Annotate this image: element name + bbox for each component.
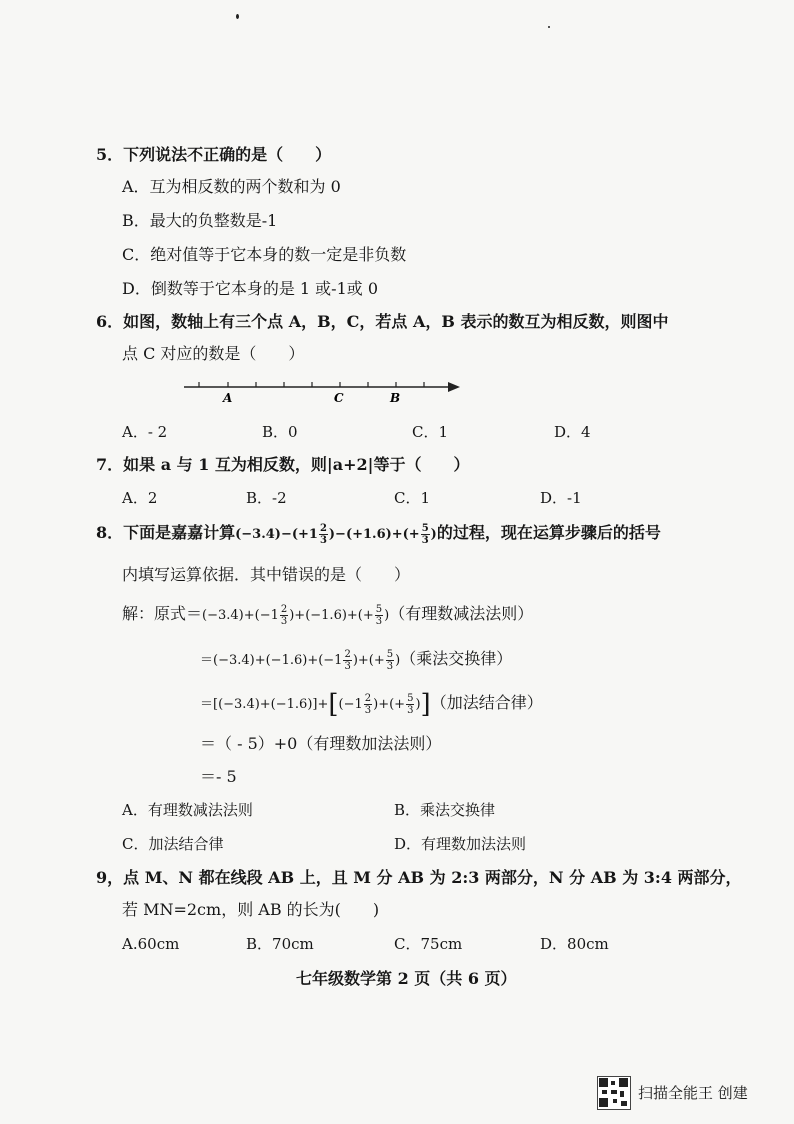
solution-prefix: 解：原式＝	[122, 604, 203, 623]
expr-part: )	[395, 653, 401, 668]
q8-stem-prefix: 8．下面是嘉嘉计算	[96, 523, 236, 542]
speck	[548, 26, 550, 28]
point-c-label: C	[334, 391, 344, 405]
fraction-numerator: 2	[319, 523, 327, 534]
q8-option-d: D．有理数加法法则	[394, 835, 527, 853]
q9-option-c: C．75cm	[394, 935, 463, 953]
expr-part: ＝[(−3.4)+(−1.6)]+	[200, 697, 329, 712]
q7-option-d: D．-1	[540, 489, 582, 507]
q5-option-d: D．倒数等于它本身的是 1 或-1或 0	[122, 279, 379, 298]
fraction-denominator: 3	[386, 661, 394, 672]
fraction-numerator: 2	[344, 649, 351, 660]
q7-option-b: B．-2	[246, 489, 287, 507]
q9-option-d: D．80cm	[540, 935, 609, 953]
q5-stem: 5．下列说法不正确的是（ ）	[96, 145, 332, 164]
q8-stem-line2: 内填写运算依据．其中错误的是（ ）	[122, 565, 411, 584]
q8-stem-suffix: 的过程，现在运算步骤后的括号	[436, 523, 661, 542]
left-bracket: [	[328, 689, 339, 720]
q5-option-c: C．绝对值等于它本身的数一定是非负数	[122, 245, 407, 264]
q8-option-c: C．加法结合律	[122, 835, 224, 853]
step-2-expression	[200, 649, 401, 672]
q8-fraction-2	[421, 523, 430, 546]
fraction-denominator: 3	[421, 535, 429, 546]
step-1-note: （有理数减法法则）	[389, 604, 534, 623]
step-2-note: （乘法交换律）	[400, 649, 513, 668]
q6-option-b: B．0	[262, 423, 298, 441]
q7-option-a: A．2	[122, 489, 158, 507]
q8-option-a: A．有理数减法法则	[122, 801, 253, 819]
scanner-watermark: 扫描全能王 创建	[638, 1084, 748, 1102]
q8-step-3	[200, 689, 543, 720]
q6-option-c: C．1	[412, 423, 449, 441]
right-bracket: ]	[420, 689, 431, 720]
q9-stem-line1: 9，点 M、N 都在线段 AB 上，且 M 分 AB 为 2:3 两部分，N 分 AB 为 3:4 两部分，	[96, 868, 742, 887]
point-b-label: B	[390, 391, 401, 405]
q8-step-2	[200, 648, 512, 672]
expr-part: )	[384, 608, 390, 623]
qr-code-icon	[597, 1076, 631, 1110]
q5-option-b: B．最大的负整数是-1	[122, 211, 278, 230]
fraction-numerator: 5	[386, 649, 394, 660]
q6-option-a: A．- 2	[122, 423, 168, 441]
fraction-numerator: 5	[421, 523, 429, 534]
q9-stem-line2: 若 MN=2cm，则 AB 的长为( )	[122, 900, 380, 919]
fraction-denominator: 3	[319, 535, 327, 546]
q6-stem-line1: 6．如图，数轴上有三个点 A，B，C，若点 A，B 表示的数互为相反数，则图中	[96, 312, 669, 331]
q8-expression	[235, 523, 437, 546]
fraction	[343, 649, 351, 672]
fraction	[375, 604, 383, 627]
q8-option-b: B．乘法交换律	[394, 801, 496, 819]
q9-option-a: A.60cm	[122, 935, 180, 953]
speck	[236, 14, 239, 19]
q8-stem-line1	[96, 522, 661, 546]
expr-part: (−3.4)+(−1	[202, 608, 279, 623]
q5-option-a: A．互为相反数的两个数和为 0	[122, 177, 341, 196]
expr-part: )+(+	[373, 697, 406, 712]
expr-part: )	[415, 697, 421, 712]
number-line-figure	[180, 376, 464, 408]
q8-expr-part: )	[430, 527, 437, 542]
fraction-numerator: 5	[375, 604, 383, 615]
q9-option-b: B．70cm	[246, 935, 314, 953]
q6-stem-line2: 点 C 对应的数是（ ）	[122, 344, 305, 363]
fraction	[280, 604, 288, 627]
q8-expr-part: (−3.4)−(+1	[235, 527, 318, 542]
fraction	[406, 693, 414, 716]
fraction	[364, 693, 372, 716]
step-3-expression	[200, 689, 431, 720]
fraction-denominator: 3	[344, 661, 351, 672]
fraction-numerator: 2	[364, 693, 372, 704]
point-a-label: A	[223, 391, 233, 405]
q8-fraction-1	[319, 523, 328, 546]
fraction-denominator: 3	[280, 616, 288, 627]
q8-step-1	[122, 603, 533, 627]
step-3-note: （加法结合律）	[430, 693, 543, 712]
q6-option-d: D．4	[554, 423, 591, 441]
expr-part: ＝(−3.4)+(−1.6)+(−1	[200, 653, 343, 668]
expr-part: )+(+	[352, 653, 385, 668]
expr-part: )+(−1.6)+(+	[289, 608, 374, 623]
q8-step-5: ＝- 5	[200, 767, 237, 786]
fraction-denominator: 3	[407, 705, 414, 716]
step-1-expression	[202, 604, 390, 627]
page-footer: 七年级数学第 2 页（共 6 页）	[296, 969, 517, 988]
fraction-numerator: 2	[280, 604, 288, 615]
q7-stem: 7．如果 a 与 1 互为相反数，则|a+2|等于（ ）	[96, 455, 470, 474]
q8-expr-part: )−(+1.6)+(+	[328, 527, 420, 542]
fraction	[386, 649, 394, 672]
fraction-denominator: 3	[364, 705, 372, 716]
number-line-ticks	[199, 382, 424, 387]
number-line-arrow	[448, 382, 460, 392]
fraction-denominator: 3	[375, 616, 383, 627]
q7-option-c: C．1	[394, 489, 431, 507]
fraction-numerator: 5	[407, 693, 414, 704]
q8-step-4: ＝（ - 5）+0（有理数加法法则）	[200, 734, 442, 753]
expr-part: (−1	[338, 697, 363, 712]
